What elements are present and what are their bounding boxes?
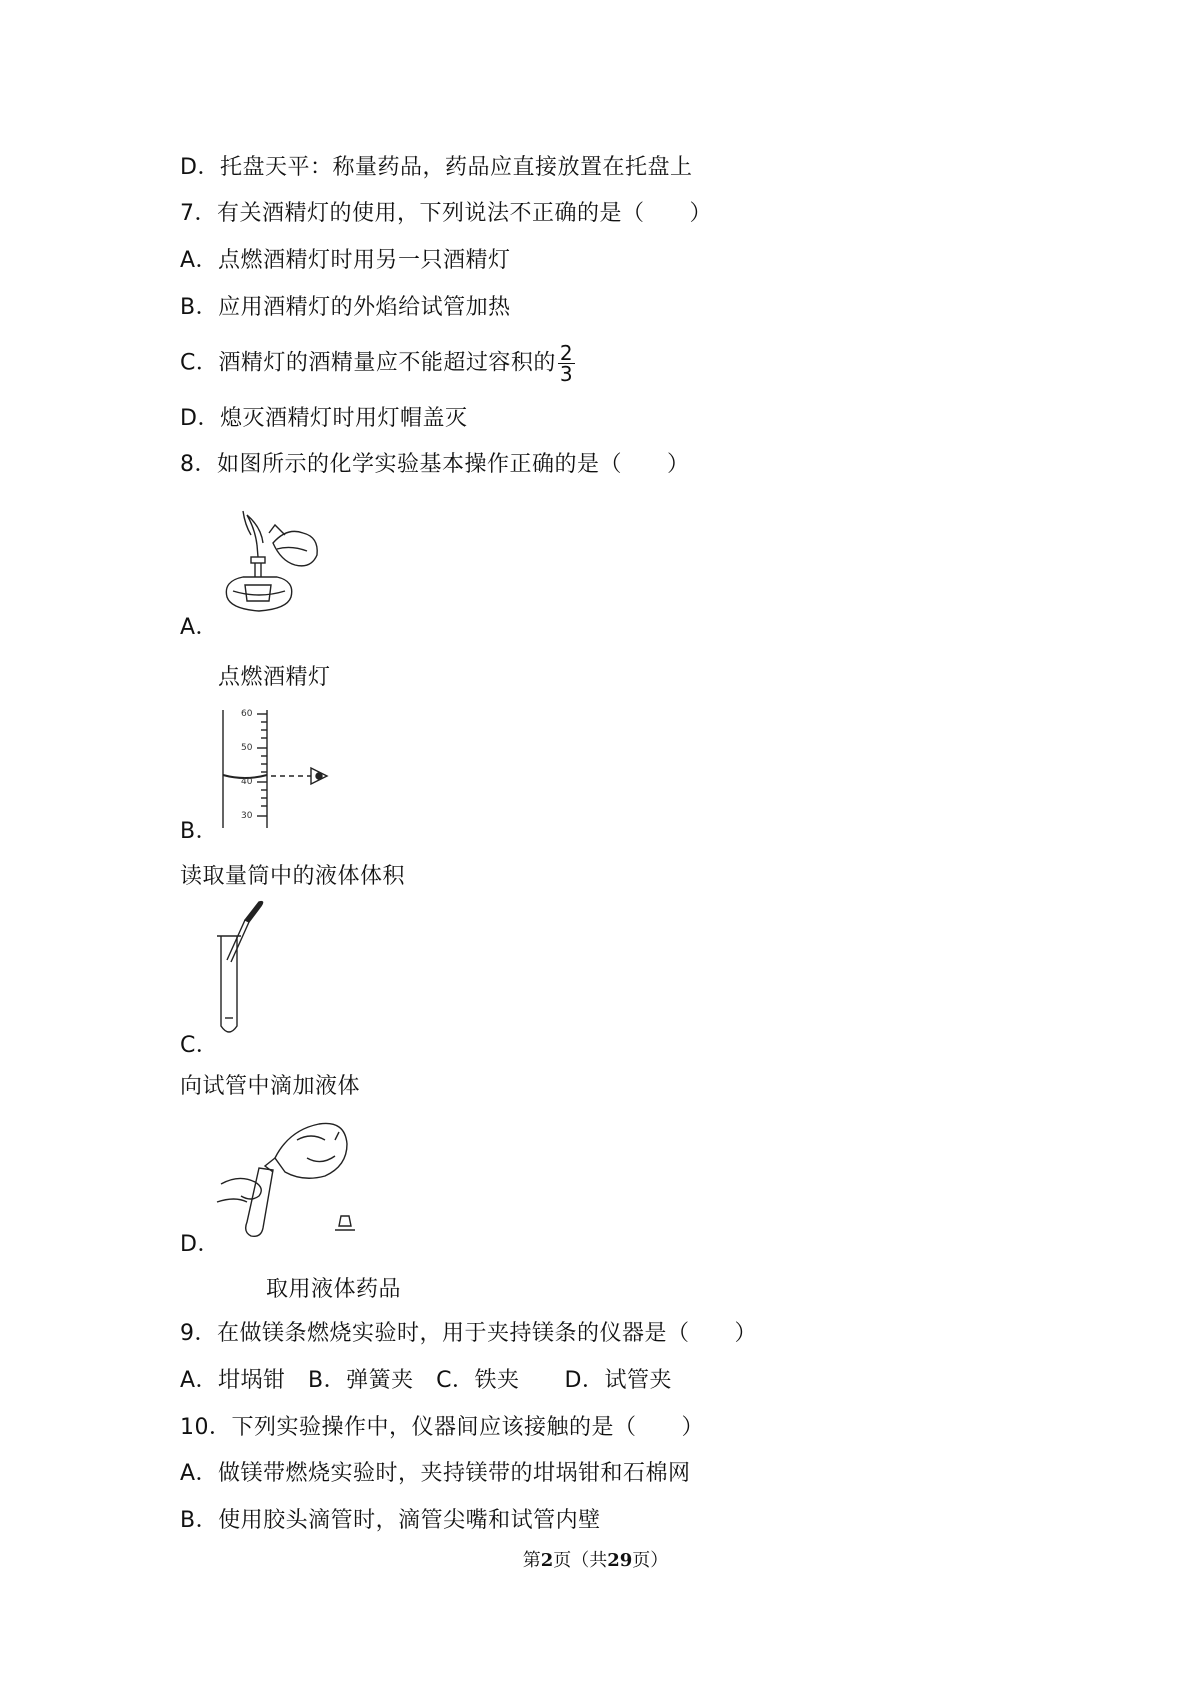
q8-option-d-label: D． xyxy=(180,1232,220,1257)
q10-option-a: A．做镁带燃烧实验时，夹持镁带的坩埚钳和石棉网 xyxy=(180,1461,691,1486)
graduated-cylinder-figure xyxy=(215,708,345,833)
q7-stem: 7．有关酒精灯的使用，下列说法不正确的是（ ） xyxy=(180,201,712,226)
q7-option-a: A．点燃酒精灯时用另一只酒精灯 xyxy=(180,248,511,273)
cylinder-tick-40: 40 xyxy=(241,777,253,787)
dropper-test-tube-figure xyxy=(215,900,285,1040)
q7-option-c-text: C．酒精灯的酒精量应不能超过容积的 xyxy=(180,350,556,376)
footer-suffix: 页） xyxy=(632,1550,669,1571)
q9-options: A．坩埚钳 B．弹簧夹 C．铁夹 D．试管夹 xyxy=(180,1368,672,1393)
q8-option-a-label: A． xyxy=(180,615,219,640)
q7-option-c xyxy=(180,343,575,384)
q8-option-d-caption: 取用液体药品 xyxy=(266,1277,402,1302)
pouring-liquid-figure xyxy=(215,1110,395,1245)
footer-page-number: 2 xyxy=(540,1550,554,1571)
q8-stem: 8．如图所示的化学实验基本操作正确的是（ ） xyxy=(180,452,690,477)
q8-option-b-label: B． xyxy=(180,819,219,844)
q7-option-d: D．熄灭酒精灯时用灯帽盖灭 xyxy=(180,406,468,431)
alcohol-lamp-lighting-figure xyxy=(215,505,335,625)
page-footer xyxy=(0,1546,1191,1572)
fraction xyxy=(558,343,575,384)
fraction-denominator: 3 xyxy=(559,362,574,386)
q8-option-a-caption: 点燃酒精灯 xyxy=(218,665,331,690)
cylinder-tick-60: 60 xyxy=(241,709,253,719)
cylinder-tick-30: 30 xyxy=(241,811,253,821)
footer-middle: 页（共 xyxy=(553,1550,608,1571)
q6-option-d: D．托盘天平：称量药品，药品应直接放置在托盘上 xyxy=(180,155,693,180)
q10-option-b: B．使用胶头滴管时，滴管尖嘴和试管内壁 xyxy=(180,1508,601,1533)
q9-stem: 9．在做镁条燃烧实验时，用于夹持镁条的仪器是（ ） xyxy=(180,1321,757,1346)
q8-option-c-caption: 向试管中滴加液体 xyxy=(180,1074,361,1099)
q8-option-c-label: C． xyxy=(180,1033,219,1058)
cylinder-tick-50: 50 xyxy=(241,743,253,753)
footer-total-pages: 29 xyxy=(607,1550,633,1571)
q7-option-b: B．应用酒精灯的外焰给试管加热 xyxy=(180,295,511,320)
q8-option-b-caption: 读取量筒中的液体体积 xyxy=(180,864,406,889)
q10-stem: 10．下列实验操作中，仪器间应该接触的是（ ） xyxy=(180,1415,704,1440)
footer-prefix: 第 xyxy=(522,1550,541,1571)
fraction-numerator: 2 xyxy=(559,341,574,365)
